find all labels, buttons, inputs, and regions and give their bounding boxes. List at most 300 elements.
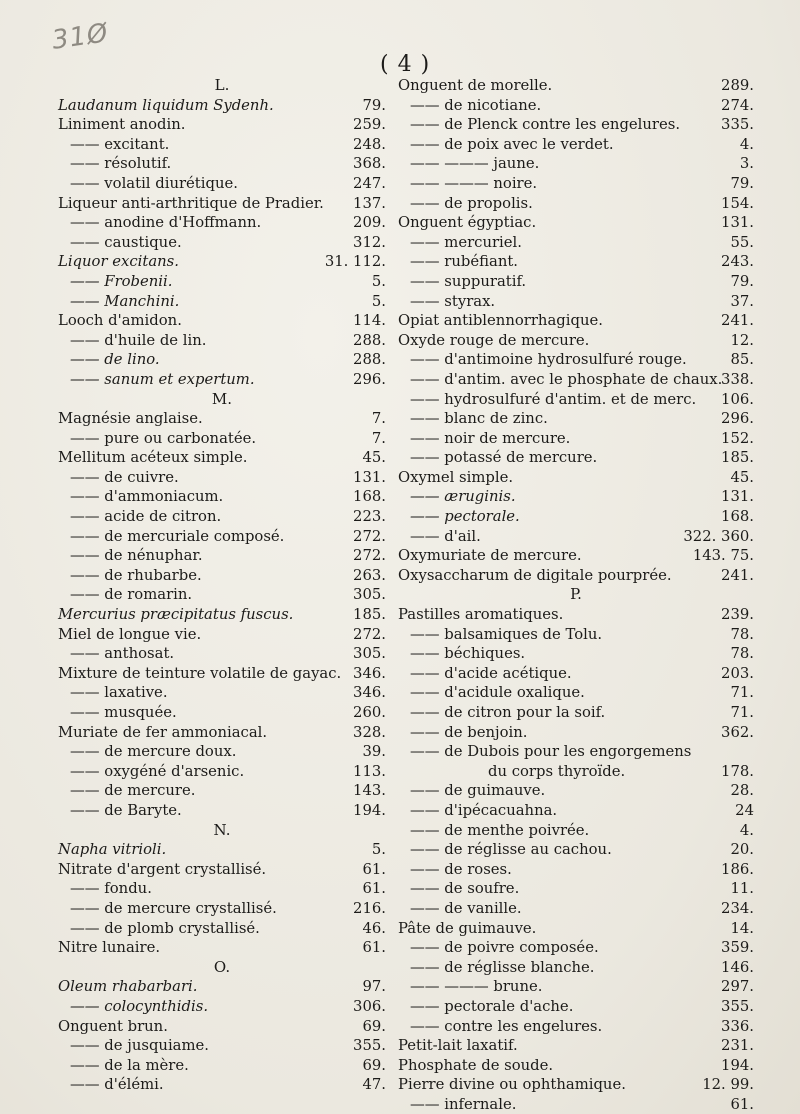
entry-label: —— de vanille. [410,899,522,917]
entry-page-ref: 11. [730,880,754,898]
index-entry [398,703,754,723]
entry-page-ref: 5. [371,841,386,859]
index-entry [398,350,754,370]
entry-page-ref: 69. [362,1056,386,1074]
entry-page-ref: 61. [362,860,386,878]
index-entry [398,292,754,312]
index-entry [398,1095,754,1114]
entry-label: —— de roses. [410,860,512,878]
index-entry [58,154,386,174]
entry-page-ref: 5. [371,272,386,290]
entry-page-ref: 336. [721,1017,754,1035]
index-entry [398,879,754,899]
entry-label: —— de romarin. [70,586,193,604]
entry-label: Oxysaccharum de digitale pourprée. [398,566,672,584]
index-entry [398,860,754,880]
entry-page-ref: 248. [353,135,386,153]
index-entry [398,370,754,390]
entry-page-ref: 288. [353,351,386,369]
entry-page-ref: 55. [730,233,754,251]
index-entry [398,487,754,507]
index-entry [398,821,754,841]
entry-label: Miel de longue vie. [58,625,202,643]
entry-page-ref: 346. [353,664,386,682]
entry-page-ref: 194. [721,1056,754,1074]
entry-page-ref: 5. [371,292,386,310]
entry-label: Looch d'amidon. [58,312,182,330]
entry-label: —— colocynthidis. [70,997,209,1015]
index-entry [58,272,386,292]
index-entry [398,723,754,743]
entry-page-ref: 4. [739,135,754,153]
entry-label: —— béchiques. [410,645,526,663]
index-entry [58,487,386,507]
entry-page-ref: 37. [730,292,754,310]
handwritten-note: 31Ø [50,18,111,56]
entry-label: —— d'antim. avec le phosphate de chaux. [410,370,723,388]
entry-page-ref: 45. [730,468,754,486]
index-entry [398,1075,754,1095]
entry-label: Opiat antiblennorrhagique. [398,312,603,330]
entry-page-ref: 223. [353,508,386,526]
section-letter-heading [58,390,386,410]
entry-page-ref: 322. 360. [683,527,754,545]
entry-label: —— fondu. [70,880,152,898]
entry-page-ref: 209. [353,214,386,232]
entry-label: —— de réglisse au cachou. [410,841,612,859]
entry-page-ref: 131. [721,488,754,506]
entry-label: Mixture de teinture volatile de gayac. [58,664,342,682]
entry-label: —— de Dubois pour les engorgemens [410,743,692,761]
entry-label: —— anthosat. [70,645,175,663]
index-entry [58,703,386,723]
entry-label: —— noir de mercure. [410,429,571,447]
index-column-left [58,76,386,1095]
index-entry [398,390,754,410]
index-entry [398,742,754,762]
index-entry [398,311,754,331]
entry-label: —— ——— jaune. [410,155,540,173]
entry-page-ref: 305. [353,645,386,663]
index-entry [398,1017,754,1037]
entry-label: —— d'antimoine hydrosulfuré rouge. [410,351,687,369]
entry-label: Oxymel simple. [398,468,514,486]
index-entry [398,997,754,1017]
entry-label: —— de benjoin. [410,723,528,741]
entry-label: —— de mercure crystallisé. [70,899,277,917]
index-entry [58,683,386,703]
entry-page-ref: 71. [730,684,754,702]
entry-label: Oxymuriate de mercure. [398,547,582,565]
entry-label: —— de mercuriale composé. [70,527,285,545]
entry-label: Laudanum liquidum Sydenh. [58,96,274,114]
entry-label: —— d'huile de lin. [70,331,207,349]
index-entry [398,664,754,684]
index-entry [58,860,386,880]
entry-label: Oleum rhabarbari. [58,978,198,996]
entry-label: —— musquée. [70,704,177,721]
section-letter: O. [213,957,231,976]
entry-label: —— sanum et expertum. [70,370,255,388]
entry-page-ref: 185. [353,606,386,624]
entry-page-ref: 12. [730,331,754,349]
entry-page-ref: 12. 99. [702,1076,754,1094]
entry-page-ref: 259. [353,116,386,134]
entry-label: —— d'ipécacuahna. [410,801,558,819]
section-letter: P. [570,585,582,604]
index-entry [58,252,386,272]
entry-page-ref: 143. 75. [692,547,754,565]
entry-label: Phosphate de soude. [398,1056,554,1074]
index-entry [58,605,386,625]
entry-page-ref: 61. [362,880,386,898]
index-entry [398,644,754,664]
entry-label: —— de réglisse blanche. [410,958,595,976]
entry-label: —— de cuivre. [70,468,179,486]
entry-label: Onguent brun. [58,1017,168,1035]
index-entry [58,213,386,233]
entry-label: —— ——— noire. [410,174,538,192]
index-entry [398,1056,754,1076]
index-entry [58,311,386,331]
entry-page-ref: 46. [362,919,386,937]
index-entry [58,723,386,743]
entry-label: Onguent de morelle. [398,77,553,94]
entry-label: —— excitant. [70,135,170,153]
entry-label: —— de poivre composée. [410,939,599,957]
entry-page-ref: 79. [730,174,754,192]
entry-page-ref: 203. [721,664,754,682]
entry-label: —— d'ammoniacum. [70,488,224,506]
index-entry [398,468,754,488]
entry-page-ref: 216. [353,899,386,917]
index-entry [58,919,386,939]
entry-page-ref: 45. [362,449,386,467]
entry-label: —— rubéfiant. [410,253,518,271]
index-entry [398,840,754,860]
entry-label: Muriate de fer ammoniacal. [58,723,268,741]
entry-label: —— de la mère. [70,1056,189,1074]
index-entry [398,683,754,703]
entry-label: —— de soufre. [410,880,520,898]
entry-page-ref: 137. [353,194,386,212]
entry-label: —— volatil diurétique. [70,174,238,192]
entry-page-ref: 243. [721,253,754,271]
index-entry [58,566,386,586]
entry-page-ref: 274. [721,96,754,114]
index-entry [398,272,754,292]
entry-label: —— de Plenck contre les engelures. [410,116,681,134]
index-entry [58,350,386,370]
index-entry [58,997,386,1017]
index-entry [398,154,754,174]
index-entry [58,585,386,605]
index-entry [58,527,386,547]
index-entry [58,115,386,135]
entry-page-ref: 85. [730,351,754,369]
entry-label: —— Manchini. [70,292,180,310]
entry-label: Liquor excitans. [58,253,179,271]
entry-page-ref: 7. [371,410,386,428]
index-entry [58,331,386,351]
entry-page-ref: 78. [730,645,754,663]
entry-label: Nitrate d'argent crystallisé. [58,860,267,878]
index-entry [58,233,386,253]
entry-page-ref: 272. [353,547,386,565]
entry-page-ref: 355. [721,997,754,1015]
entry-label: —— potassé de mercure. [410,449,598,467]
entry-page-ref: 79. [362,96,386,114]
index-entry [58,135,386,155]
entry-page-ref: 346. [353,684,386,702]
index-entry [398,938,754,958]
entry-label: Liniment anodin. [58,116,186,134]
index-entry [398,605,754,625]
entry-page-ref: 3. [739,155,754,173]
entry-page-ref: 239. [721,606,754,624]
entry-label: —— de propolis. [410,194,533,212]
index-entry [58,1075,386,1095]
entry-page-ref: 79. [730,272,754,290]
entry-label: —— pure ou carbonatée. [70,429,257,447]
entry-page-ref: 168. [721,508,754,526]
entry-page-ref: 359. [721,939,754,957]
entry-label: —— Frobenii. [70,272,173,290]
section-letter: M. [211,389,233,408]
entry-page-ref: 296. [721,410,754,428]
index-entry [58,938,386,958]
index-entry [398,801,754,821]
index-entry [398,135,754,155]
index-entry [58,546,386,566]
entry-page-ref: 97. [362,978,386,996]
index-entry [398,409,754,429]
entry-label: —— laxative. [70,684,168,702]
entry-page-ref: 20. [730,841,754,859]
index-entry [58,977,386,997]
entry-label: —— de rhubarbe. [70,566,202,584]
index-entry [58,448,386,468]
entry-page-ref: 234. [721,899,754,917]
entry-label: —— blanc de zinc. [410,410,548,428]
entry-label: —— balsamiques de Tolu. [410,625,603,643]
entry-label: Onguent égyptiac. [398,214,537,232]
entry-page-ref: 186. [721,860,754,878]
entry-label: —— d'ail. [410,527,481,545]
section-letter-heading [58,821,386,841]
index-entry [398,115,754,135]
entry-label: Pâte de guimauve. [398,919,537,937]
entry-label: —— suppuratif. [410,272,527,290]
entry-label: —— de citron pour la soif. [410,704,606,721]
index-entry [58,801,386,821]
entry-label: —— de Baryte. [70,801,182,819]
entry-label: Nitre lunaire. [58,939,161,957]
entry-page-ref: 28. [730,782,754,800]
entry-label: —— caustique. [70,233,182,251]
entry-label: —— de lino. [70,351,160,369]
index-entry [58,292,386,312]
entry-page-ref: 272. [353,625,386,643]
index-entry [58,899,386,919]
entry-page-ref: 106. [721,390,754,408]
entry-page-ref: 78. [730,625,754,643]
entry-page-ref: 241. [721,312,754,330]
index-entry [398,96,754,116]
index-entry [398,174,754,194]
entry-page-ref: 297. [721,978,754,996]
entry-label: —— de plomb crystallisé. [70,919,260,937]
entry-page-ref: 113. [353,762,386,780]
entry-label: Petit-lait laxatif. [398,1037,518,1055]
entry-label: —— acide de citron. [70,508,222,526]
entry-page-ref: 114. [353,312,386,330]
index-entry [58,781,386,801]
entry-page-ref: 61. [362,939,386,957]
entry-page-ref: 272. [353,527,386,545]
index-entry [398,625,754,645]
entry-page-ref: 71. [730,704,754,721]
index-entry [58,664,386,684]
index-entry [398,448,754,468]
entry-page-ref: 168. [353,488,386,506]
index-entry [398,194,754,214]
index-entry [398,762,754,782]
entry-page-ref: 31. 112. [324,253,386,271]
entry-page-ref: 241. [721,566,754,584]
entry-label: —— infernale. [410,1095,517,1113]
entry-label: —— contre les engelures. [410,1017,603,1035]
entry-page-ref: 4. [739,821,754,839]
entry-label: —— hydrosulfuré d'antim. et de merc. [410,390,697,408]
index-entry [58,1056,386,1076]
entry-page-ref: 154. [721,194,754,212]
entry-page-ref: 185. [721,449,754,467]
entry-label: —— ——— brune. [410,978,543,996]
index-entry [58,840,386,860]
entry-page-ref: 296. [353,370,386,388]
entry-label: —— de mercure. [70,782,196,800]
entry-page-ref: 368. [353,155,386,173]
entry-label: —— pectorale d'ache. [410,997,574,1015]
entry-page-ref: 131. [721,214,754,232]
index-entry [58,742,386,762]
index-entry [398,781,754,801]
entry-page-ref: 61. [730,1095,754,1113]
entry-label: —— de poix avec le verdet. [410,135,614,153]
section-letter: L. [214,76,230,94]
entry-page-ref: 312. [353,233,386,251]
entry-page-ref: 47. [362,1076,386,1094]
entry-page-ref: 194. [353,801,386,819]
index-entry [398,213,754,233]
index-entry [398,507,754,527]
index-entry [58,762,386,782]
index-entry [398,429,754,449]
entry-label: —— de jusquiame. [70,1037,209,1055]
entry-page-ref: 338. [721,370,754,388]
entry-label: —— anodine d'Hoffmann. [70,214,262,232]
entry-label: —— d'acidule oxalique. [410,684,585,702]
index-entry [58,96,386,116]
entry-label: —— d'acide acétique. [410,664,572,682]
entry-page-ref: 306. [353,997,386,1015]
section-letter-heading [58,76,386,96]
entry-page-ref: 178. [721,762,754,780]
index-column-right [398,76,754,1114]
section-letter-heading [398,585,754,605]
entry-label: —— æruginis. [410,488,516,506]
entry-label: Napha vitrioli. [58,841,167,859]
entry-page-ref: 288. [353,331,386,349]
entry-label: —— d'élémi. [70,1076,164,1094]
index-entry [58,1036,386,1056]
entry-label: —— mercuriel. [410,233,522,251]
entry-page-ref: 305. [353,586,386,604]
index-entry [58,507,386,527]
entry-page-ref: 362. [721,723,754,741]
entry-label: —— de nicotiane. [410,96,542,114]
index-entry [58,625,386,645]
index-entry [398,899,754,919]
entry-page-ref: 328. [353,723,386,741]
entry-label: —— de guimauve. [410,782,546,800]
entry-page-ref: 247. [353,174,386,192]
entry-page-ref: 24 [735,801,754,819]
index-entry [58,429,386,449]
index-entry [398,546,754,566]
entry-label: —— de menthe poivrée. [410,821,590,839]
entry-page-ref: 355. [353,1037,386,1055]
entry-page-ref: 131. [353,468,386,486]
index-entry [58,370,386,390]
entry-label: —— oxygéné d'arsenic. [70,762,245,780]
entry-page-ref: 7. [371,429,386,447]
index-entry [398,76,754,96]
index-entry [58,468,386,488]
index-entry [398,331,754,351]
index-entry [398,566,754,586]
entry-label: Magnésie anglaise. [58,410,203,428]
index-entry [398,233,754,253]
index-entry [58,409,386,429]
index-entry [58,879,386,899]
entry-page-ref: 146. [721,958,754,976]
entry-page-ref: 335. [721,116,754,134]
entry-label: Oxyde rouge de mercure. [398,331,590,349]
section-letter-heading [58,958,386,978]
entry-page-ref: 14. [730,919,754,937]
entry-label: —— pectorale. [410,508,520,526]
entry-label: —— styrax. [410,292,496,310]
index-entry [398,919,754,939]
index-entry [58,644,386,664]
entry-page-ref: 143. [353,782,386,800]
index-entry [398,252,754,272]
index-entry [398,527,754,547]
page-number: ( 4 ) [380,52,431,77]
index-entry [58,1017,386,1037]
entry-label: du corps thyroïde. [488,762,626,780]
entry-page-ref: 263. [353,566,386,584]
entry-page-ref: 260. [353,704,386,721]
entry-label: Mellitum acéteux simple. [58,449,248,467]
index-entry [398,977,754,997]
entry-label: —— de nénuphar. [70,547,203,565]
entry-page-ref: 231. [721,1037,754,1055]
section-letter: N. [213,820,231,839]
index-entry [398,1036,754,1056]
